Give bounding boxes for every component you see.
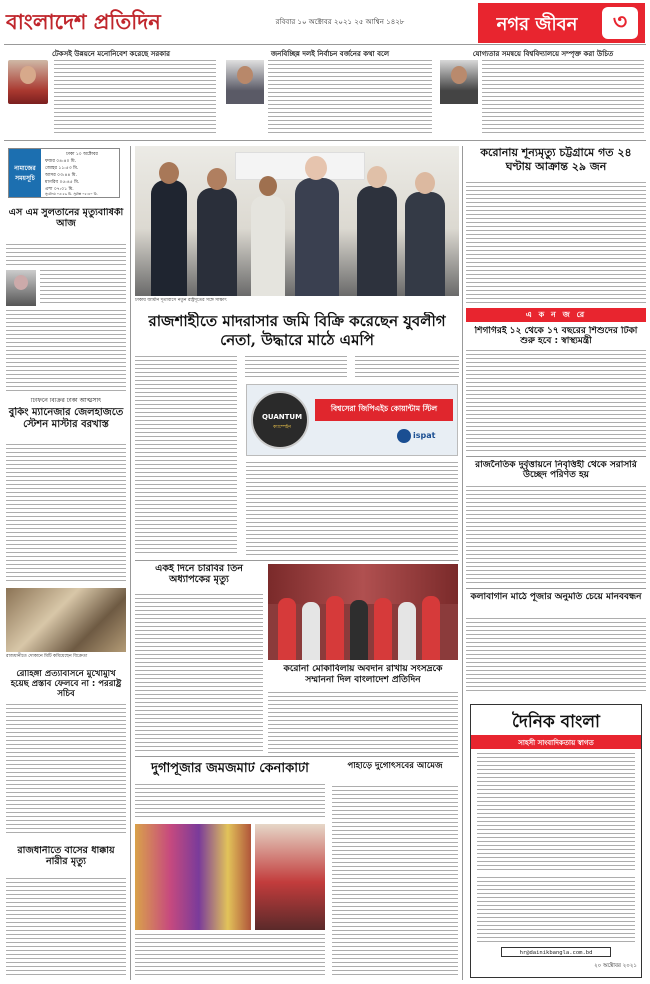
station-story	[6, 398, 126, 586]
sponsor-name: ispat	[413, 431, 436, 440]
lead-photo	[135, 146, 459, 296]
top-story-2	[226, 48, 434, 138]
article-text	[466, 350, 646, 454]
prayer-row: ফজর ০৪:৪০ মি.	[45, 159, 77, 164]
article-text	[6, 310, 126, 392]
article-text	[268, 692, 458, 754]
prayer-row: মাগরিব ০৫:৪৫ মি.	[45, 180, 80, 185]
article-text	[135, 356, 237, 556]
portrait-photo	[8, 60, 48, 104]
column-divider	[130, 146, 131, 980]
article-text	[355, 356, 459, 380]
article-text	[135, 594, 263, 752]
divider	[466, 588, 646, 589]
section-title: নগর জীবন	[496, 14, 578, 35]
quantum-sub: ক্যাম্পেইন	[273, 425, 291, 430]
masthead	[0, 0, 650, 46]
article-text	[40, 270, 126, 306]
quantum-badge	[251, 391, 309, 449]
top-story-1	[4, 48, 218, 138]
puja-field-title: কলাবাগান মাঠে পূজার অনুমতি চেয়ে মানববন্ধন	[470, 592, 642, 602]
article-text	[246, 462, 458, 556]
top-story-1-title: টেকসই উন্নয়নে মনোনিবেশ করেছে সরকার	[52, 50, 170, 58]
article-text	[54, 60, 216, 136]
masthead-divider	[4, 44, 646, 45]
dainik-email[interactable]: hr@dainikbangla.com.bd	[501, 947, 611, 957]
prayer-label: নামাজের	[14, 165, 36, 172]
quantum-brand: QUANTUM	[261, 413, 303, 421]
professors-story	[135, 564, 263, 754]
prayer-label-box	[9, 149, 41, 197]
column-divider	[462, 146, 463, 980]
ad-headline: বিশ্বসেরা জিপিএইচ কোয়ান্টাম স্টিল	[330, 404, 438, 413]
vaccine-title: শিগগিরই ১২ থেকে ১৭ বছরের শিশুদের টিকা শুরু হবে : স্বাস্থ্যমন্ত্রী	[474, 326, 638, 347]
dainik-date: ২০ অক্টোবর ২০২১	[594, 963, 637, 969]
dainik-tagline-box	[471, 735, 641, 749]
portrait-photo	[6, 270, 36, 306]
market-photo	[135, 824, 251, 930]
article-text	[332, 786, 458, 978]
ad-text	[477, 877, 635, 943]
article-text	[6, 444, 126, 584]
newspaper-logo: বাংলাদেশ প্রতিদিন	[6, 9, 161, 34]
page-number: ৩	[602, 7, 638, 39]
prayer-times-box	[8, 148, 120, 198]
article-text	[466, 486, 646, 586]
article-text	[482, 60, 644, 136]
divider	[135, 560, 459, 561]
portrait-photo	[226, 60, 264, 104]
article-text	[6, 244, 126, 268]
section-banner	[478, 3, 645, 43]
article-text	[268, 60, 432, 136]
prayer-header: ঢাকা ১০ অক্টোবর	[66, 152, 98, 157]
divider	[4, 140, 646, 141]
dainik-tagline: সাহসী সাংবাদিকতায় স্বাগত	[518, 739, 594, 747]
pahare-title: পাহাড়ে দুর্গোৎসবের আমেজ	[347, 762, 443, 771]
honour-title: করোনা মোকাবিলায় অবদান রাখায় সংসদ্রকে সম্মাননা দিল বাংলাদেশ প্রতিদিন	[283, 664, 443, 685]
prayer-label: সময়সূচি	[15, 175, 35, 182]
divider	[466, 456, 646, 457]
bus-title: রাজধানীতে বাসের ধাক্কায় নারীর মৃত্যু	[17, 846, 115, 867]
anniversary-story	[6, 208, 126, 394]
article-text	[466, 182, 646, 304]
rohingya-story	[6, 588, 126, 838]
prayer-row: জোহর ১১:৫৩ মি.	[45, 166, 79, 171]
dainik-name: দৈনিক বাংলা	[512, 712, 600, 732]
article-text	[6, 878, 126, 976]
lead-photo-caption: ঢাকায় জার্মান দূতাবাসে নতুন রাষ্ট্রদূতের সঙ্গে সাক্ষাৎ	[135, 298, 227, 303]
portrait-photo	[440, 60, 478, 104]
date-line: রবিবার ১০ অক্টোবর ২০২১ ২৫ আশ্বিন ১৪২৮	[275, 18, 405, 26]
article-text	[466, 618, 646, 692]
station-kicker: টিফিনে বিক্রির টাকা আত্মসাৎ	[30, 398, 102, 404]
ek-nojore-banner	[466, 308, 646, 322]
lead-headline: রাজশাহীতে মাদরাসার জমি বিক্রি করেছেন যুবলীগ নেতা, উদ্ধারে মাঠে এমপি	[148, 312, 446, 349]
top-story-3	[440, 48, 646, 138]
dainik-bangla-ad[interactable]	[470, 704, 642, 978]
shop-photo	[6, 588, 126, 652]
article-text	[135, 934, 325, 978]
ek-nojore-label: এ ক ন জ রে	[525, 310, 587, 319]
rohingya-title: রোহিঙ্গা প্রত্যাবাসনে মুখোমুখি হয়েছ প্রস্তাব ফেলবে না : পররাষ্ট্র সচিব	[10, 670, 122, 699]
gph-logo-icon	[397, 429, 411, 443]
politics-title: রাজনৈতিক দুর্বৃত্তায়নে নিবৃত্তিহী থেকে সরাসরি উচ্ছেদ পরিণত হয়	[475, 460, 637, 481]
durga-title: দুর্গাপূজার জমজমাট কেনাকাটা	[151, 762, 309, 776]
honour-photo	[268, 564, 458, 660]
article-text	[245, 356, 347, 380]
professors-title: একই দিনে চারবির তিন অধ্যাপকের মৃত্যু	[155, 564, 243, 585]
prayer-row: এশা ০৭:০১ মি.	[45, 187, 74, 192]
shopper-photo	[255, 824, 325, 930]
top-story-2-title: জনবিচ্ছিন্ন দলই নির্বাচন বর্জনের কথা বলে	[270, 50, 390, 58]
ad-headline-box	[315, 399, 453, 421]
article-text	[6, 704, 126, 836]
quantum-ad[interactable]	[246, 384, 458, 456]
anniversary-title: এস এম সুলতানের মৃত্যুবার্ষিকী আজ	[8, 208, 124, 229]
top-story-3-title: যোগ্যতার সমন্বয়ে বিশ্ববিদ্যালয়ে সম্পৃক্ত করা উচিত	[472, 50, 614, 58]
sun-times: সূর্যোদয় ০৫:৫৯ মি. সূর্যাস্ত ০৫:৪০ মি.	[45, 192, 98, 196]
prayer-row: আসর ০৩:৪৪ মি.	[45, 173, 77, 178]
corona-zero-title: করোনায় শূন্যমৃত্যু চট্টগ্রামে গত ২৪ ঘণ্টায় আক্রান্ত ২৯ জন	[480, 146, 632, 173]
divider	[135, 756, 459, 757]
bus-story	[6, 846, 126, 978]
ad-text	[477, 753, 635, 873]
station-title: বুকিং ম্যানেজার জেলহাজতে স্টেশন মাস্টার বরখাস্ত	[8, 407, 124, 430]
photo-caption: রাজধানীতে দোকানে মিটি কমিয়েছেন বিক্রেতা	[6, 654, 88, 659]
article-text	[135, 784, 325, 820]
